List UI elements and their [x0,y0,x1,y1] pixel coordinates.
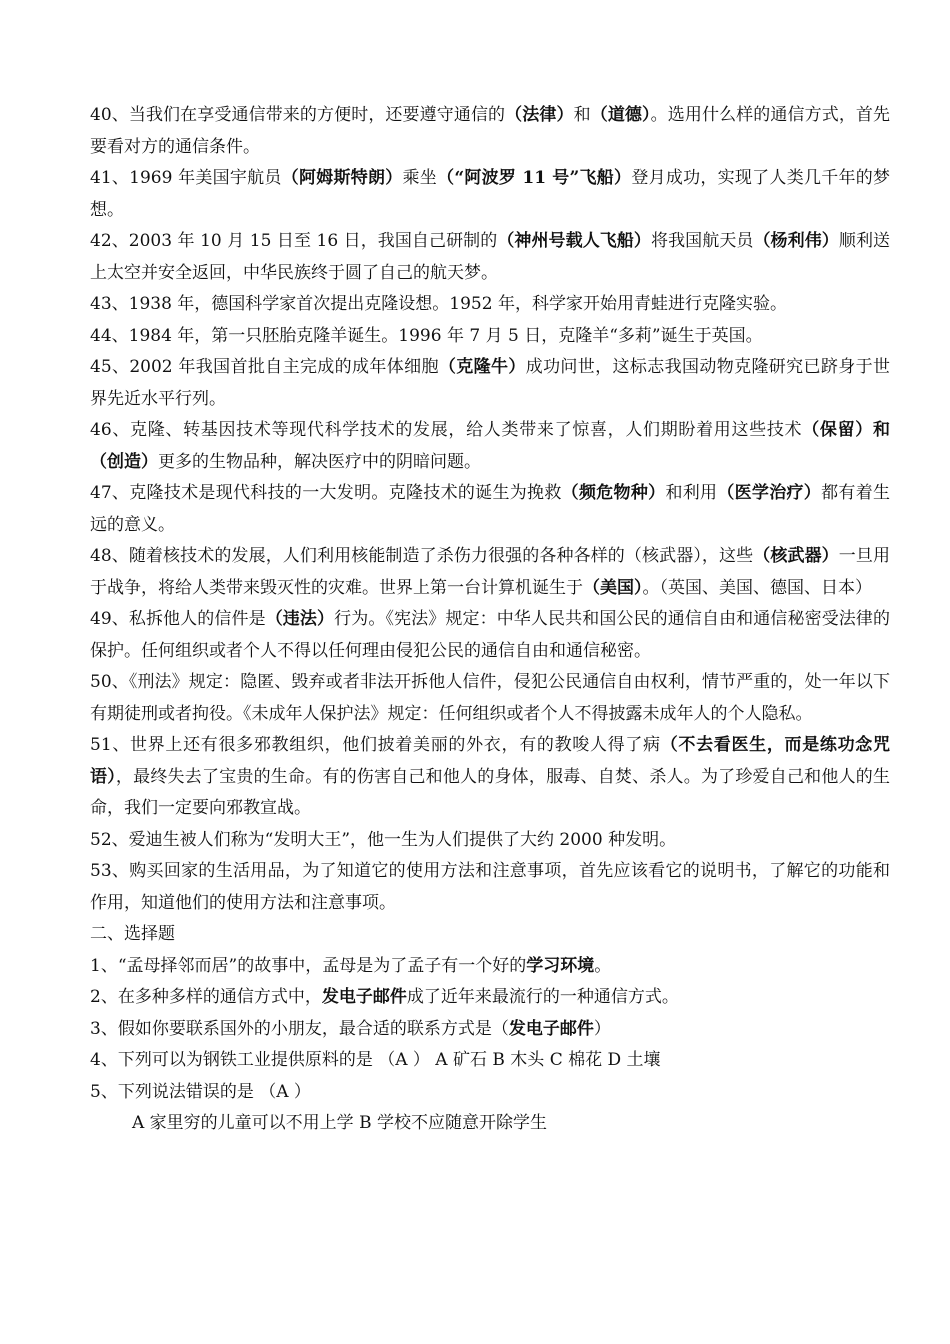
choice-5-options: A 家里穷的儿童可以不用上学 B 学校不应随意开除学生 [132,1113,547,1133]
choice-2: 2、在多种多样的通信方式中，发电子邮件成了近年来最流行的一种通信方式。 [90,987,679,1007]
choice-3: 3、假如你要联系国外的小朋友，最合适的联系方式是（发电子邮件） [90,1018,611,1039]
item-46: 46、克隆、转基因技术等现代科学技术的发展，给人类带来了惊喜，人们期盼着用这些技术（保留）和（创造）更多的生物品种，解决医疗中的阴暗问题。 [90,420,890,472]
item-48: 48、随着核技术的发展，人们利用核能制造了杀伤力很强的各种各样的（核武器），这些（核武器）一旦用于战争，将给人类带来毁灭性的灾难。世界上第一台计算机诞生于（美国）。（英国、美国、德国、日本） [90,546,890,598]
choice-4: 4、下列可以为钢铁工业提供原料的是 （A ） A 矿石 B 木头 C 棉花 D 土壤 [90,1050,661,1070]
choice-1: 1、“孟母择邻而居”的故事中，孟母是为了孟子有一个好的学习环境。 [90,955,612,976]
section-title: 二、选择题 [90,924,175,944]
item-40: 40、当我们在享受通信带来的方便时，还要遵守通信的（法律）和（道德）。选用什么样的通信方式，首先要看对方的通信条件。 [90,105,891,157]
item-49: 49、私拆他人的信件是（违法）行为。《宪法》规定：中华人民共和国公民的通信自由和通信秘密受法律的保护。任何组织或者个人不得以任何理由侵犯公民的通信自由和通信秘密。 [90,609,891,661]
item-45: 45、2002 年我国首批自主完成的成年体细胞（克隆牛）成功问世，这标志我国动物克隆研究已跻身于世界先近水平行列。 [90,357,890,409]
choice-5: 5、下列说法错误的是 （A ） [90,1081,311,1102]
item-44: 44、1984 年，第一只胚胎克隆羊诞生。1996 年 7 月 5 日，克隆羊“多莉”诞生于英国。 [90,325,763,346]
item-52: 52、爱迪生被人们称为“发明大王”，他一生为人们提供了大约 2000 种发明。 [90,829,677,850]
item-47: 47、克隆技术是现代科技的一大发明。克隆技术的诞生为挽救（频危物种）和利用（医学治疗）都有着生远的意义。 [90,483,890,535]
document-page [90,100,890,1140]
item-41: 41、1969 年美国宇航员（阿姆斯特朗）乘坐（“阿波罗 11 号”飞船）登月成功，实现了人类几千年的梦想。 [90,168,891,220]
item-43: 43、1938 年，德国科学家首次提出克隆设想。1952 年，科学家开始用青蛙进行克隆实验。 [90,294,787,314]
item-42: 42、2003 年 10 月 15 日至 16 日，我国自己研制的（神州号载人飞船）将我国航天员（杨利伟）顺利送上太空并安全返回，中华民族终于圆了自己的航天梦。 [90,231,891,283]
item-50: 50、《刑法》规定：隐匿、毁弃或者非法开拆他人信件，侵犯公民通信自由权利，情节严重的，处一年以下有期徒刑或者拘役。《未成年人保护法》规定：任何组织或者个人不得披露未成年人的个人隐私。 [90,672,890,724]
item-53: 53、购买回家的生活用品，为了知道它的使用方法和注意事项，首先应该看它的说明书，了解它的功能和作用，知道他们的使用方法和注意事项。 [90,861,890,913]
item-51: 51、世界上还有很多邪教组织，他们披着美丽的外衣，有的教唆人得了病（不去看医生，而是练功念咒语），最终失去了宝贵的生命。有的伤害自己和他人的身体，服毒、自焚、杀人。为了珍爱自己和他人的生命，我们一定要向邪教宣战。 [90,735,891,818]
